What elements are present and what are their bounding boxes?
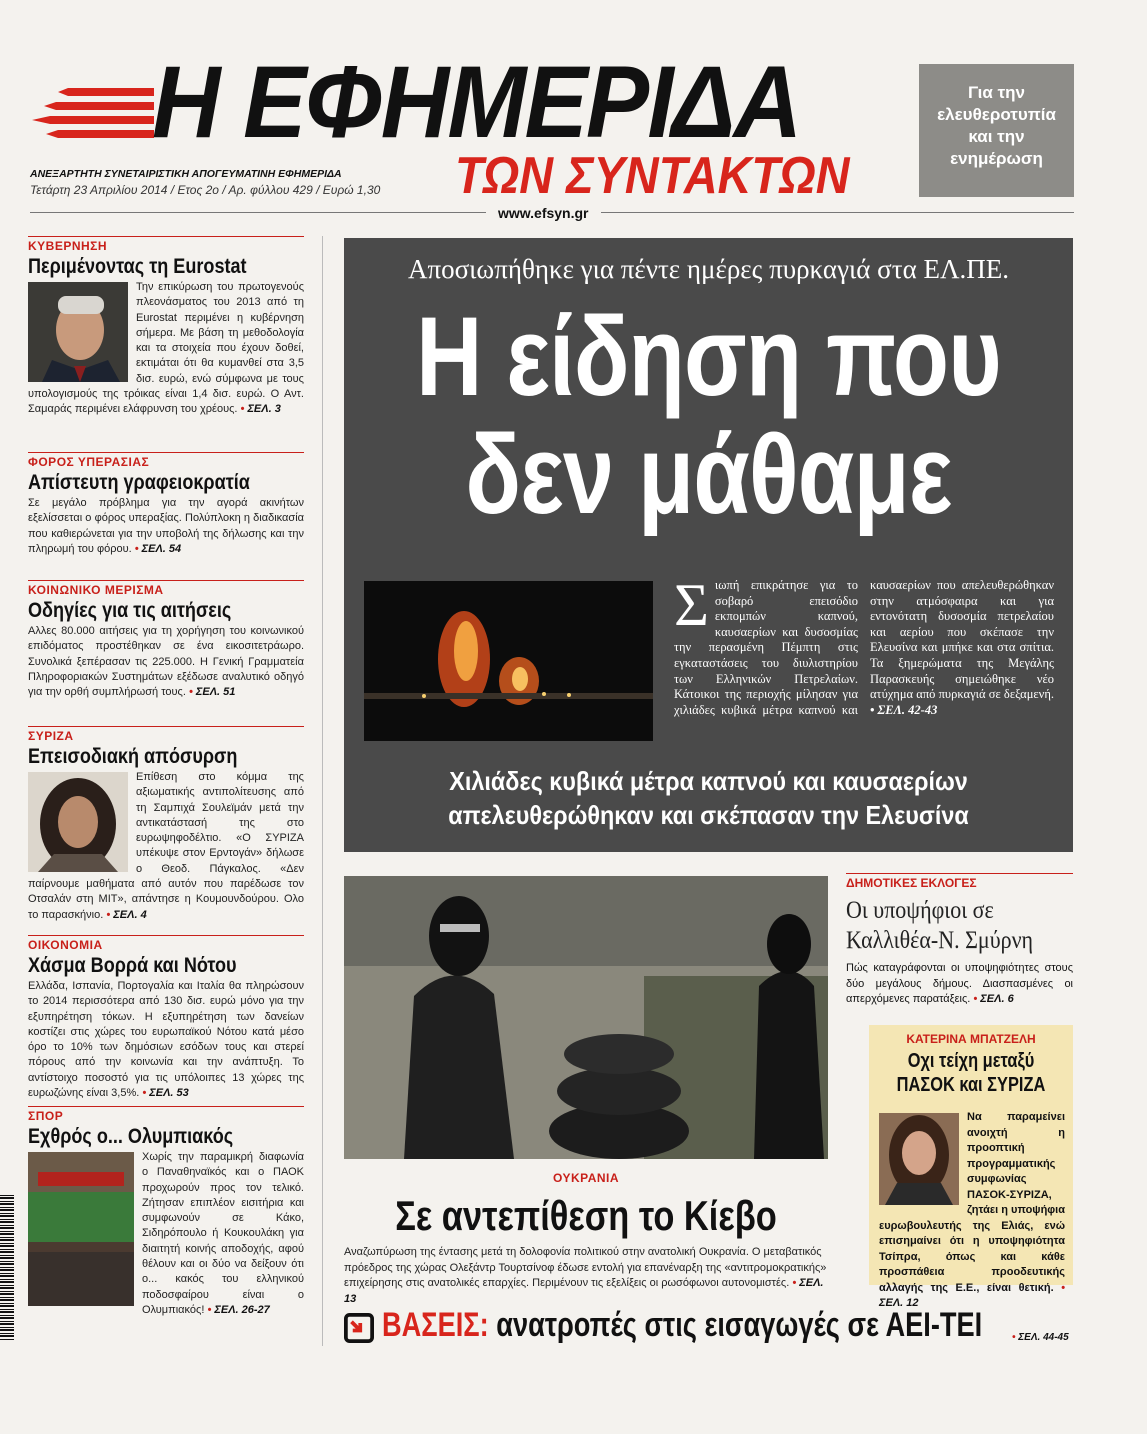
stadium-photo (28, 1152, 134, 1306)
item-title[interactable]: Απίστευτη γραφειοκρατία (28, 471, 250, 494)
section-label: ΣΠΟΡ (28, 1106, 304, 1122)
item-title[interactable]: Εχθρός ο... Ολυμπιακός (28, 1125, 234, 1148)
news-item (28, 1106, 304, 1318)
page-ref[interactable]: • ΣΕΛ. 51 (188, 686, 236, 699)
masthead-dateline: Τετάρτη 23 Απριλίου 2014 / Ετος 2ο / Αρ. φύλλου 429 / Ευρώ 1,30 (30, 183, 381, 197)
item-title[interactable]: Χάσμα Βορρά και Νότου (28, 954, 237, 977)
souleiman-portrait (28, 772, 128, 872)
page-ref[interactable]: • ΣΕΛ. 13 (344, 1277, 824, 1305)
elections-headline[interactable] (846, 896, 1046, 956)
section-label: ΦΟΡΟΣ ΥΠΕΡΑΣΙΑΣ (28, 452, 304, 468)
item-text: Ελλάδα, Ισπανία, Πορτογαλία και Ιταλία θα πληρώσουν το 2014 περισσότερα από 130 δισ. ευρώ μόνο για την εξυπηρέτηση τόκων. Η εξυπηρέτηση των δανείων κοστίζει στις χώρες του ευρωπαϊκού Νότου κατά μέσο όρο το 10% των δημόσιων εσόδων τους και στερεί πόρους από την κοινωνία και την ανάπτυξη. Το αντίστοιχο ποσοστό για τις υπόλοιπες 13 χώρες της ευρωζώνης είναι 3,5%. (28, 980, 304, 1100)
column-divider (322, 236, 323, 1346)
samaras-portrait (28, 282, 128, 382)
news-item (28, 726, 304, 935)
item-text: Πώς καταγράφονται οι υποψηφιότητες στους δύο μεγάλους δήμους. Διασπασμένες οι απερχόμενες παρατάξεις. (846, 962, 1073, 1005)
page-ref[interactable]: • ΣΕΛ. 53 (142, 1087, 189, 1100)
headline-line: δεν μάθαμε (465, 412, 952, 537)
opinion-body (879, 1110, 1065, 1312)
news-item (28, 935, 304, 1106)
page-ref[interactable]: • ΣΕΛ. 12 (879, 1281, 1065, 1309)
headline-line: Η είδηση που (416, 294, 1001, 419)
lead-kicker: Αποσιωπήθηκε για πέντε ημέρες πυρκαγιά στα ΕΛ.ΠΕ. (407, 254, 1010, 284)
headline-line: Οχι τείχη μεταξύ (907, 1050, 1035, 1072)
opinion-headline[interactable] (887, 1049, 1054, 1097)
pen-nibs-logo (28, 78, 154, 148)
arrow-icon (344, 1313, 374, 1343)
item-text: Σε μεγάλο πρόβλημα για την αγορά ακινήτων εξελίσσεται ο φόρος υπεραξίας. Πολύπλοκη η διαδικασία που καθιερώνεται για την υποβολή της δήλωσης και την πληρωμή του φόρου. (28, 497, 304, 555)
section-label: ΔΗΜΟΤΙΚΕΣ ΕΚΛΟΓΕΣ (846, 873, 1073, 890)
section-label: ΟΥΚΡΑΝΙΑ (552, 1171, 620, 1185)
ukraine-headline[interactable]: Σε αντεπίθεση το Κίεβο (395, 1192, 777, 1239)
section-label: ΚΥΒΕΡΝΗΣΗ (28, 236, 304, 252)
item-body (28, 979, 304, 1101)
item-text: Αναζωπύρωση της έντασης μετά τη δολοφονία πολιτικού στην ανατολική Ουκρανία. Ο μεταβατικός πρόεδρος της χώρας Ολεξάντρ Τουρτσίνοφ έδωσε εντολή για επανέναρξη της «αντιτρομοκρατικής» επιχείρησης στις ανατολικές επαρχίες. Περιμένουν τις εξελίξεις οι ρωσόφωνοι αυτονομιστές. (344, 1246, 827, 1289)
item-text: Χωρίς την παραμικρή διαφωνία ο Παναθηναϊκός και ο ΠΑΟΚ προχωρούν προς τον τελικό. Ζήτησαν επιπλέον εισιτήρια και συμφωνούν σε Κάκο, Σιδηρόπουλο ή Κουκουλάκη για διαιτητή κοινής αποδοχής, αφού θέλουν και οι δύο να δείξουν ότι ο... κακός του ελληνικού ποδοσφαίρου είναι ο Ολυμπιακός! (142, 1151, 304, 1316)
section-label: ΚΟΙΝΩΝΙΚΟ ΜΕΡΙΣΜΑ (28, 580, 304, 596)
batzeli-portrait (879, 1113, 959, 1205)
barcode (0, 1195, 14, 1340)
lead-deck (380, 764, 1036, 832)
promo-box (919, 64, 1074, 197)
headline-line: Καλλιθέα-Ν. Σμύρνη (846, 927, 1034, 954)
elections-body (846, 961, 1073, 1008)
opinion-author: ΚΑΤΕΡΙΝΑ ΜΠΑΤΖΕΛΗ (906, 1032, 1036, 1046)
lead-body: ιωπή επικράτησε για το σοβαρό επεισόδιο εκπομπών καπνού, καυσαερίων και δυσοσμίας την περασμένη Πέμπτη στις εγκαταστάσεις του διυλιστηρίου των Ελληνικών Πετρελαίων. Κάτοικοι της περιοχής μίλησαν για χιλιάδες κυβικά μέτρα καπνού και καυσαερίων που απελευθερώθηκαν στην ατμόσφαιρα και για εντονότατη δυσοσμία πετρελαίου και αερίου που σκέπασε την Ελευσίνα και μπήκε και στα σπίτια. Τα ξημερώματα της Μεγάλης Παρασκευής σημειώθηκε νέο ατύχημα από πυρκαγιά σε δεξαμενή. (674, 578, 1054, 717)
ukraine-body (344, 1245, 828, 1307)
page-ref[interactable]: • ΣΕΛ. 3 (240, 403, 281, 416)
item-body (28, 1150, 304, 1318)
lead-story-text (674, 572, 1054, 718)
item-body (28, 770, 304, 923)
item-body (28, 624, 304, 700)
headline-line: ΠΑΣΟΚ και ΣΥΡΙΖΑ (896, 1074, 1046, 1096)
item-text: Επίθεση στο κόμμα της αξιωματικής αντιπολίτευσης από τη Σαμπιχά Σουλεϊμάν μετά την αντικατάστασή της στο ευρωψηφοδέλτιο. «Ο ΣΥΡΙΖΑ υπέκυψε στον Ερντογάν» δήλωσε ο Θεοδ. Πάγκαλος. «Δεν παίρνουμε μαθήματα από αυτόν που παρέδωσε τον Οτσαλάν στη ΜΙΤ», απάντησε η Κουμουνδούρου. Ολο το παρασκήνιο. (28, 771, 304, 921)
masthead-tagline: ΑΝΕΞΑΡΤΗΤΗ ΣΥΝΕΤΑΙΡΙΣΤΙΚΗ ΑΠΟΓΕΥΜΑΤΙΝΗ ΕΦΗΜΕΡΙΔΑ (30, 168, 342, 180)
item-body (28, 496, 304, 557)
item-title[interactable]: Επεισοδιακή απόσυρση (28, 745, 238, 768)
page-ref[interactable]: • ΣΕΛ. 4 (106, 908, 147, 921)
item-title[interactable]: Οδηγίες για τις αιτήσεις (28, 599, 232, 622)
lead-headline[interactable] (410, 294, 1008, 537)
refinery-fire-photo (364, 581, 653, 741)
promo-line: ελευθεροτυπία (937, 105, 1056, 124)
headline-line: Οι υποψήφιοι σε (846, 897, 994, 924)
page-ref[interactable]: • ΣΕΛ. 42-43 (870, 702, 938, 717)
item-text: Να παραμείνει ανοιχτή η προοπτική προγραμματικής συμφωνίας ΠΑΣΟΚ-ΣΥΡΙΖΑ, ζητάει η υποψήφια ευρωβουλευτής της Ελιάς, ενώ επισημαίνει ότι η υποψηφιότητα Τσίπρα, όπως και κάθε προσπάθεια προοδευτικής αλλαγής της Ε.Ε., είναι θετική. (879, 1111, 1065, 1294)
page-ref[interactable]: • ΣΕΛ. 44-45 (1012, 1332, 1069, 1343)
news-item (28, 452, 304, 580)
banner-headline[interactable] (382, 1304, 982, 1346)
page-ref[interactable]: • ΣΕΛ. 54 (134, 542, 182, 555)
promo-line: Για την (968, 83, 1025, 102)
item-title[interactable]: Περιμένοντας τη Eurostat (28, 255, 247, 278)
promo-line: ενημέρωση (950, 149, 1043, 168)
page-ref[interactable]: • ΣΕΛ. 26-27 (207, 1303, 270, 1316)
website-link[interactable]: www.efsyn.gr (486, 205, 601, 221)
section-label: ΟΙΚΟΝΟΜΙΑ (28, 935, 304, 951)
item-text: Αλλες 80.000 αιτήσεις για τη χορήγηση του κοινωνικού επιδόματος προστέθηκαν σε ένα εικοσιτετράωρο. Συνολικά ξεπέρασαν τις 225.000. Η Γενική Γραμματεία Πληροφοριακών Συστημάτων εξέδωσε αναλυτικό οδηγό για την ορθή συμπλήρωσή τους. (28, 625, 304, 699)
page-ref[interactable]: • ΣΕΛ. 6 (973, 993, 1014, 1005)
section-label: ΣΥΡΙΖΑ (28, 726, 304, 742)
left-column (28, 236, 304, 1318)
banner-label: ΒΑΣΕΙΣ: (382, 1306, 489, 1344)
deck-line: απελευθερώθηκαν και σκέπασαν την Ελευσίνα (448, 800, 969, 830)
banner-text: ανατροπές στις εισαγωγές σε ΑΕΙ-ΤΕΙ (496, 1306, 983, 1344)
masthead-subtitle: ΤΩΝ ΣΥΝΤΑΚΤΩΝ (455, 147, 850, 205)
item-body (28, 280, 304, 418)
drop-cap: Σ (674, 572, 709, 638)
item-text: Την επικύρωση του πρωτογενούς πλεονάσματος του 2013 από τη Eurostat περιμένει η κυβέρνηση σήμερα. Με βάση τη μεθοδολογία και τα στοιχεία που έχουν δοθεί, εκτιμάται ότι θα κυμανθεί στα 3,5 δισ. ευρώ, ενώ σύμφωνα με τους υπολογισμούς της τρόικας είναι 1,4 δισ. ευρώ. Ο Αντ. Σαμαράς περιμένει ελάφρυνση του χρέους. (28, 281, 304, 416)
deck-line: Χιλιάδες κυβικά μέτρα καπνού και καυσαερίων (449, 766, 968, 796)
masthead-title: Η ΕΦΗΜΕΡΙΔΑ (152, 45, 801, 159)
news-item (28, 580, 304, 726)
news-item (28, 236, 304, 452)
masked-gunmen-photo (344, 876, 828, 1159)
promo-line: και την (968, 127, 1025, 146)
